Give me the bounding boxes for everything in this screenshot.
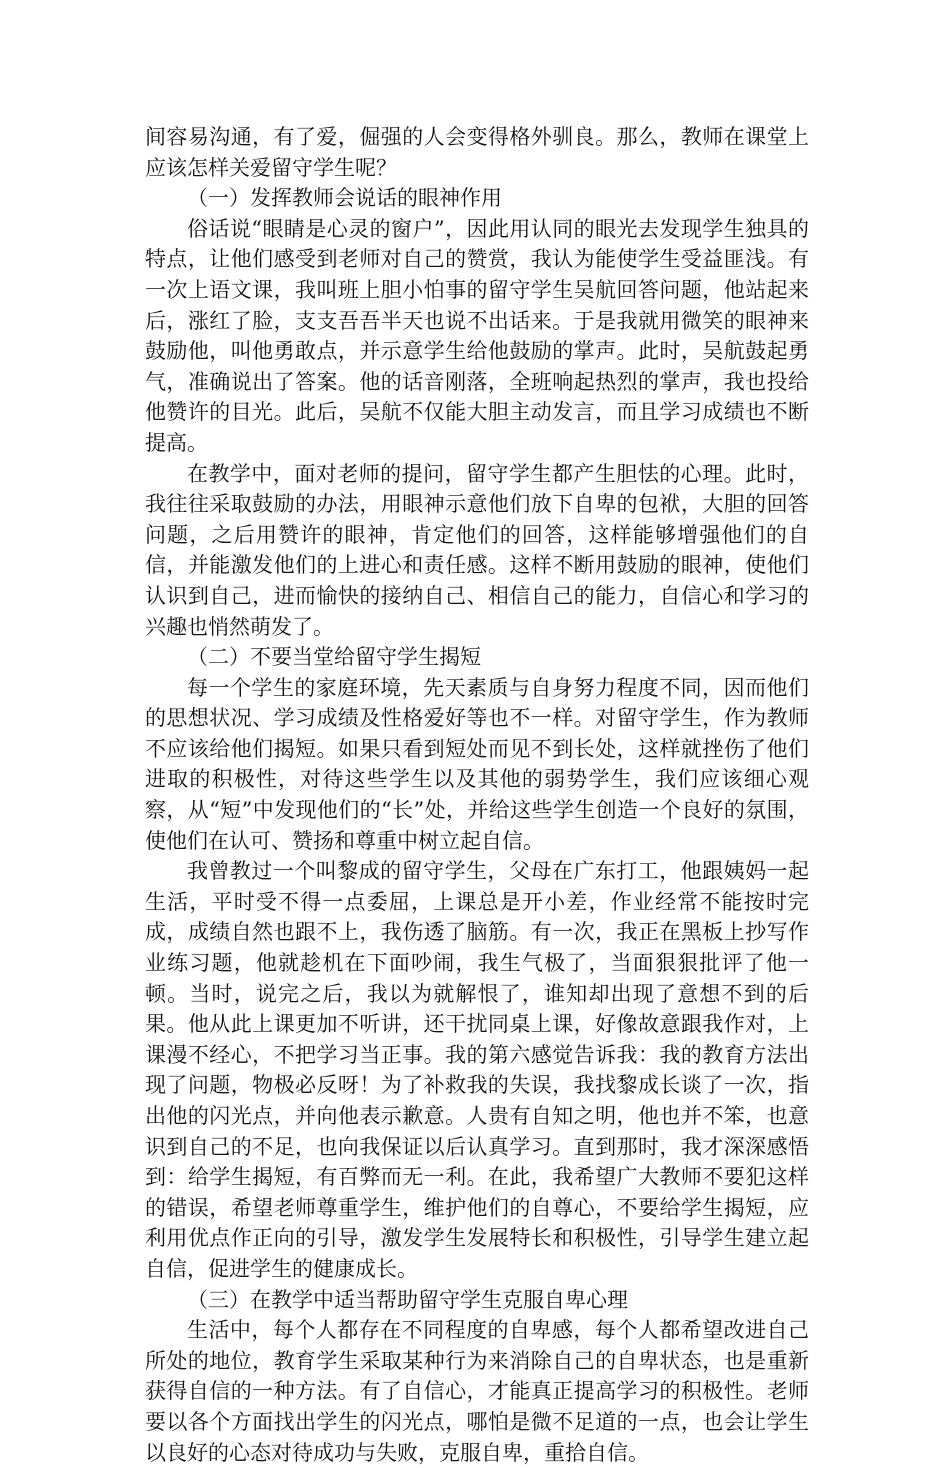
document-page	[145, 122, 809, 1468]
section-heading-1: （一）发挥教师会说话的眼神作用	[187, 186, 502, 211]
paragraph: 俗话说“眼睛是心灵的窗户”，因此用认同的眼光去发现学生独具的特点，让他们感受到老师对自己的赞赏，我认为能使学生受益匪浅。有一次上语文课，我叫班上胆小怕事的留守学生吴航回答问题，他站起来后，涨红了脸，支支吾吾半天也说不出话来。于是我就用微笑的眼神来鼓励他，叫他勇敢点，并示意学生给他鼓励的掌声。此时，吴航鼓起勇气，准确说出了答案。他的话音刚落，全班响起热烈的掌声，我也投给他赞许的目光。此后，吴航不仅能大胆主动发言，而且学习成绩也不断提高。	[145, 216, 809, 455]
section-heading-2: （二）不要当堂给留守学生揭短	[187, 645, 481, 670]
paragraph: 生活中，每个人都存在不同程度的自卑感，每个人都希望改进自己所处的地位，教育学生采取某种行为来消除自己的自卑状态，也是重新获得自信的一种方法。有了自信心，才能真正提高学习的积极性。老师要以各个方面找出学生的闪光点，哪怕是微不足道的一点，也会让学生以良好的心态对待成功与失败，克服自卑，重拾自信。	[145, 1318, 809, 1465]
paragraph: 在教学中，面对老师的提问，留守学生都产生胆怯的心理。此时，我往往采取鼓励的办法，用眼神示意他们放下自卑的包袱，大胆的回答问题，之后用赞许的眼神，肯定他们的回答，这样能够增强他们的自信，并能激发他们的上进心和责任感。这样不断用鼓励的眼神，使他们认识到自己，进而愉快的接纳自己、相信自己的能力，自信心和学习的兴趣也悄然萌发了。	[145, 461, 809, 639]
paragraph: 每一个学生的家庭环境，先天素质与自身努力程度不同，因而他们的思想状况、学习成绩及性格爱好等也不一样。对留守学生，作为教师不应该给他们揭短。如果只看到短处而见不到长处，这样就挫伤了他们进取的积极性，对待这些学生以及其他的弱势学生，我们应该细心观察，从“短”中发现他们的“长”处，并给这些学生创造一个良好的氛围，使他们在认可、赞扬和尊重中树立起自信。	[145, 675, 809, 853]
paragraph-continuation: 间容易沟通，有了爱，倔强的人会变得格外驯良。那么，教师在课堂上应该怎样关爱留守学生呢？	[145, 125, 809, 180]
section-heading-3: （三）在教学中适当帮助留守学生克服自卑心理	[187, 1287, 628, 1312]
paragraph: 我曾教过一个叫黎成的留守学生，父母在广东打工，他跟姨妈一起生活，平时受不得一点委屈，上课总是开小差，作业经常不能按时完成，成绩自然也跟不上，我伤透了脑筋。有一次，我正在黑板上抄写作业练习题，他就趁机在下面吵闹，我生气极了，当面狠狠批评了他一顿。当时，说完之后，我以为就解恨了，谁知却出现了意想不到的后果。他从此上课更加不听讲，还干扰同桌上课，好像故意跟我作对，上课漫不经心，不把学习当正事。我的第六感觉告诉我：我的教育方法出现了问题，物极必反呀！为了补救我的失误，我找黎成长谈了一次，指出他的闪光点，并向他表示歉意。人贵有自知之明，他也并不笨，也意识到自己的不足，也向我保证以后认真学习。直到那时，我才深深感悟到：给学生揭短，有百弊而无一利。在此，我希望广大教师不要犯这样的错误，希望老师尊重学生，维护他们的自尊心，不要给学生揭短，应利用优点作正向的引导，激发学生发展特长和积极性，引导学生建立起自信，促进学生的健康成长。	[145, 859, 809, 1281]
